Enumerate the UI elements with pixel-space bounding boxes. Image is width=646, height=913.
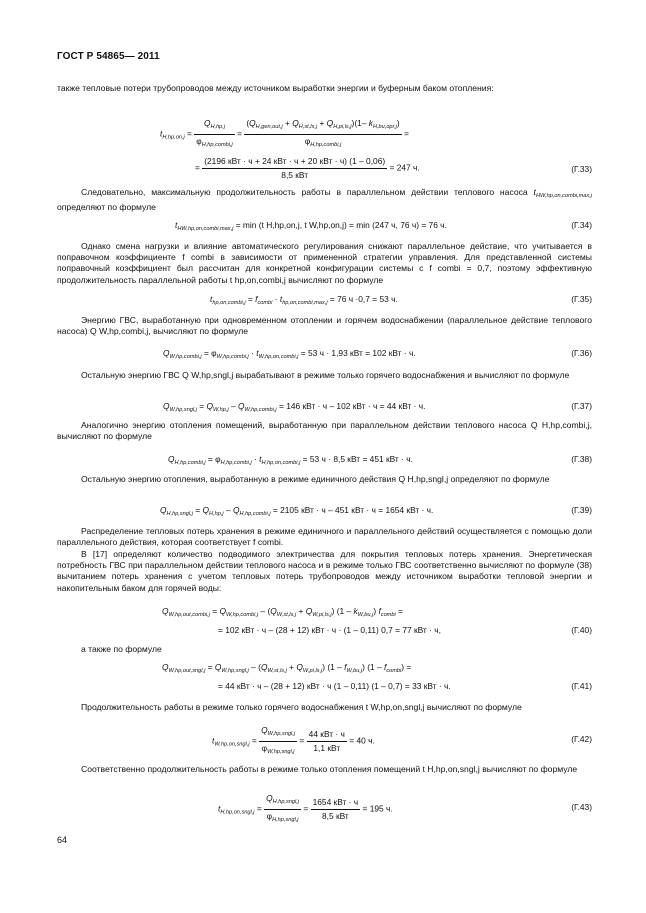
paragraph-also: а также по формуле (81, 644, 162, 654)
equation-number-g33: (Г.33) (571, 164, 592, 174)
paragraph-dhw-rest: Остальную энергию ГВС Q W,hp,sngl,j вырабатывают в режиме только горячего водоснабжения и вычисляют по формуле (81, 370, 570, 380)
equation-g37: $Q_{W,hp,sngl,j} = Q_{W,hp,j} - Q_{W,hp,combi,j} = 146$ кВт · ч – 102 кВт · ч = 44 кВт · ч. (163, 401, 426, 413)
equation-g33-line1: $t_{H,hp,on,j}$ = $\frac{Q_{H,hp,j}}{\varphi_{H,hp,combi,j}}$ = $\frac{(Q_{H,gen,out,j} + Q_{H,st,ls,j} + Q_{H,pi,ls,j})(1- k_{H,bu,opr,j})}{\varphi_{H,hp,combi,j}}$ = (160, 118, 409, 148)
equation-g38: $Q_{H,hp,combi,j} = \varphi_{H,hp,combi,j} \cdot t_{H,hp,on,combi,j} = 53$ ч · 8,5 кВт = 451 кВт · ч. (168, 454, 413, 466)
equation-g40-line2: = 102 кВт · ч – (28 + 12) кВт · ч · (1 – 0,11) 0,7 = 77 кВт · ч, (218, 625, 441, 635)
page-number: 64 (57, 835, 68, 845)
paragraph-intro: также тепловые потери трубопроводов между источником выработки энергии и буферным баком отопления: (57, 83, 494, 93)
equation-number-g43: (Г.43) (571, 802, 592, 812)
paragraph-dhw-energy: Энергию ГВС, выработанную при одновременном отоплении и горячем водоснабжении (параллельное действие теплового насоса) Q W,hp,combi,j, вычисляют по формуле (57, 315, 592, 337)
equation-number-g39: (Г.39) (571, 505, 592, 515)
equation-number-g42: (Г.42) (571, 734, 592, 744)
equation-number-g38: (Г.38) (571, 454, 592, 464)
equation-g41-line2: = 44 кВт · ч – (28 + 12) кВт · ч (1 – 0,11) (1 – 0,7) = 33 кВт · ч. (218, 681, 451, 691)
paragraph-dhw-duration: Продолжительность работы в режиме только горячего водоснабжения t W,hp,on,sngl,j вычисляют по формуле (81, 702, 522, 712)
equation-number-g34: (Г.34) (571, 220, 592, 230)
equation-g43: $t_{H,hp,on,sngl,j}$ = $\frac{Q_{H,hp,sngl,j}}{\varphi_{H,hp,sngl,j}}$ = $\frac{\text{1654 кВт · ч}}{\text{8,5 кВт}}$ = 195 ч. (218, 793, 393, 823)
paragraph-electricity: В [17] определяют количество подводимого электричества для покрытия тепловых потерь хранения. Энергетическая потребность ГВС при параллельном действии теплового насоса и в режиме только ГВС соответственно вычисляют по формуле (38) вычитанием потерь хранения с учетом тепловых потерь трубопроводов между источником выработки тепловой энергии и накопительным баком для горячей воды: (57, 549, 592, 593)
paragraph-heating-rest: Остальную энергию отопления, выработанную в режиме единичного действия Q H,hp,sngl,j определяют по формуле (81, 474, 550, 484)
equation-number-g35: (Г.35) (571, 294, 592, 304)
equation-number-g37: (Г.37) (571, 401, 592, 411)
equation-g41-line1: $Q_{W,hp,out,sngl,j} = Q_{W,hp,sngl,j} - (Q_{W,st,ls,j} + Q_{W,pi,ls,j})$ $(1 - f_{W,bu,j})$ $(1 - f_{combi})$ = (162, 662, 412, 674)
paragraph-loss-distribution: Распределение тепловых потерь хранения в режиме единичного и параллельного действий осуществляется с помощью доли параллельного действия, которая соответствует f combi. (57, 526, 592, 548)
equation-number-g36: (Г.36) (571, 348, 592, 358)
equation-g36: $Q_{W,hp,combi,j} = \varphi_{W,hp,combi,j} \cdot t_{W,hp,on,combi,j} = 53$ ч · 1,93 кВт = 102 кВт · ч. (163, 348, 416, 360)
paragraph-heating-energy: Аналогично энергию отопления помещений, выработанную при параллельном действии теплового насоса Q H,hp,combi,j, вычисляют по формуле (57, 420, 592, 442)
equation-g33-line2: = $\frac{\text{(2196 кВт · ч + 24 кВт · ч + 20 кВт · ч) (1 – 0,06)}}{\text{8,5 кВт}}$ = 247 ч. (195, 156, 420, 180)
equation-g35: $t_{hp,on,combi,j} = f_{combi} \cdot t_{hp,on,combi,max,j} = 76$ ч ·0,7 = 53 ч. (210, 294, 398, 306)
equation-g34: $t_{HW,hp,on,combi,max,j} = \min (t$ H,hp,on,j, t W,hp,on,j) = min (247 ч, 76 ч) = 76 ч. (175, 220, 447, 232)
equation-g40-line1: $Q_{W,hp,out,combi,j} = Q_{W,hp,combi,j} - (Q_{W,st,ls,j} + Q_{W,pi,ls,j})$ $(1 - k_{W,bu,j})$ $f_{combi}$ = (162, 606, 403, 618)
paragraph-max-duration: Следовательно, максимальную продолжительность работы в параллельном действии теплового насоса $t_{HW,hp,on,combi,max,j}$ определяют по формуле (57, 187, 592, 213)
paragraph-heating-duration: Соответственно продолжительность работы в режиме только отопления помещений t H,hp,on,sngl,j вычисляют по формуле (81, 764, 578, 774)
equation-g39: $Q_{H,hp,sngl,j} = Q_{H,hp,j} - Q_{H,hp,combi,j} = 2105$ кВт · ч – 451 кВт · ч = 1654 кВт · ч. (160, 505, 434, 517)
equation-number-g41: (Г.41) (571, 681, 592, 691)
document-header: ГОСТ Р 54865— 2011 (57, 51, 160, 62)
equation-g42: $t_{W,hp,on,sngl,j}$ = $\frac{Q_{W,hp,sngl,j}}{\varphi_{W,hp,sngl,j}}$ = $\frac{\text{44 кВт · ч}}{\text{1,1 кВт}}$ = 40 ч. (212, 725, 375, 755)
equation-number-g40: (Г.40) (571, 625, 592, 635)
paragraph-correction: Однако смена нагрузки и влияние автоматического регулирования снижают параллельное действие, что учитывается в поправочном коэффициенте f combi в зависимости от примененной стратегии управления. Для представленной системы поправочный коэффициент был рассчитан для конкретной конфигурации системы с f combi = 0,7, поэтому эффективную продолжительность параллельной работы t hp,on,combi,j вычисляют по формуле (57, 241, 592, 285)
